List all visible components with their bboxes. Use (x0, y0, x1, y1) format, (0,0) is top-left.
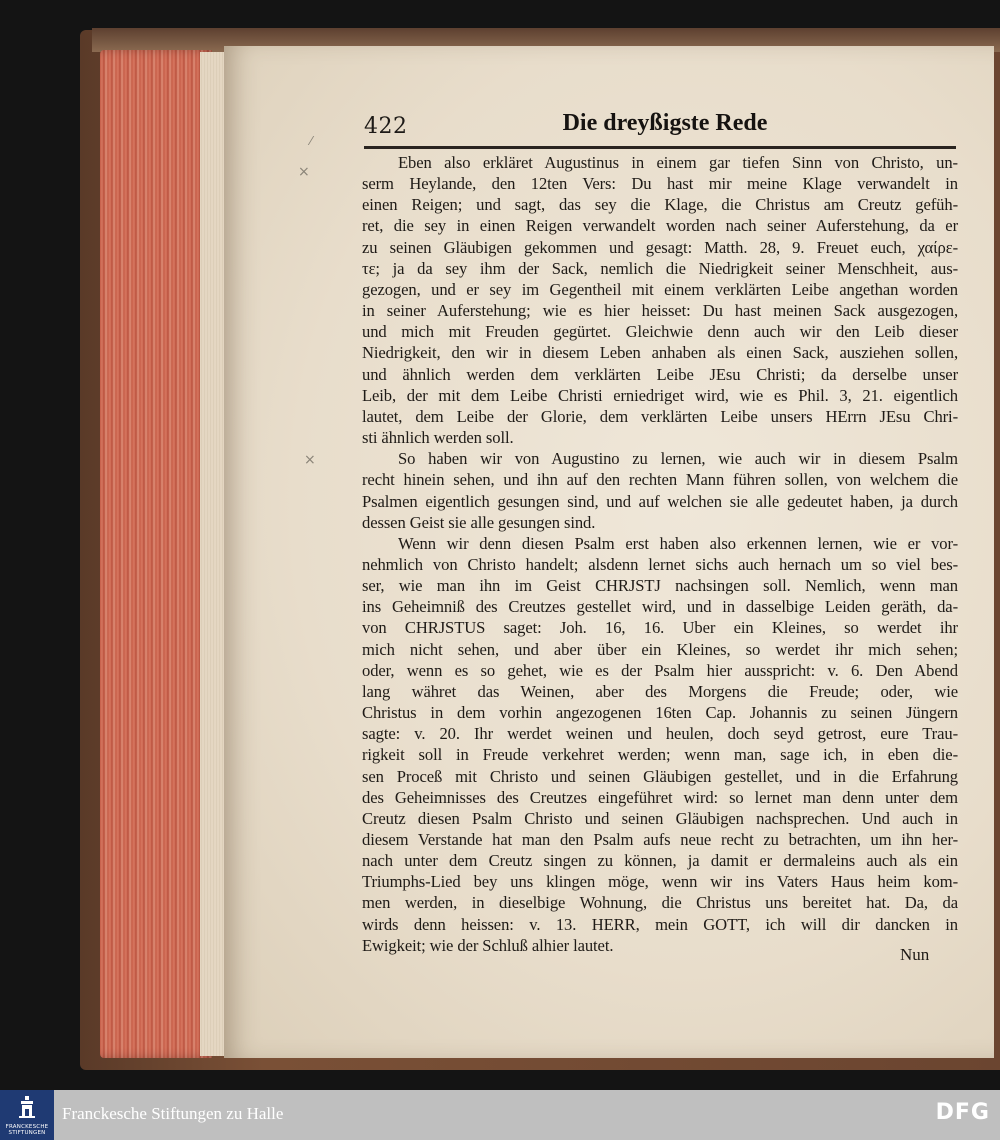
text-line: Triumphs-Lied bey uns klingen möge, wenn wir ins Vaters Haus heim kom- (362, 872, 958, 892)
text-line: und mich mit Freuden gegürtet. Gleichwie denn auch wir den Leib dieser (362, 322, 958, 342)
header-rule (364, 146, 956, 149)
text-line: lautet, dem Leibe der Glorie, dem verklärten Leibe unsers HErrn JEsu Chri- (362, 406, 958, 426)
pencil-mark-icon: ⁄ (310, 134, 313, 148)
catchword: Nun (900, 945, 930, 964)
text-line: nach unter dem Creutz singen zu können, ja damit er dermaleins auch als ein (362, 851, 958, 871)
pencil-mark-icon: × (304, 452, 316, 468)
text-line: Christus in dem vorhin angezogenen 16ten Cap. Johannis zu seinen Jüngern (362, 703, 958, 723)
text-line: Niedrigkeit, den wir in diesem Leben anhaben als einen Sack, ausziehen sollen, (362, 343, 958, 363)
text-line: ins Geheimniß des Creutzes gestellet wird, und in dasselbige Leiden geräth, da- (362, 597, 958, 617)
text-line: sen Proceß mit Christo und seinen Gläubigen gestellet, und in die Erfahrung (362, 766, 958, 786)
page-number: 422 (364, 114, 408, 139)
text-line: ret, die sey in einen Reigen verwandelt worden nach seiner Auferstehung, da er (362, 216, 958, 236)
text-line: und ähnlich werden dem verklärten Leibe JEsu Christi; da derselbe unser (362, 364, 958, 384)
text-line: zu seinen Gläubigen gekommen und gesagt: Matth. 28, 9. Freuet euch, χαίρε- (362, 237, 958, 257)
text-line: gezogen, und er sey im Gegentheil mit einem verklärten Leibe angethan worden (362, 279, 958, 299)
text-line: Creutz diesen Psalm Christo und seinen Gläubigen nachsprechen. Und auch in (362, 808, 958, 828)
body-text (362, 152, 958, 956)
text-line: So haben wir von Augustino zu lernen, wie auch wir in diesem Psalm (398, 449, 958, 469)
text-line: Ewigkeit; wie der Schluß alhier lautet. (362, 935, 614, 955)
running-head: Die dreyßigste Rede (562, 110, 768, 136)
text-line: wirds denn heissen: v. 13. HERR, mein GOTT, ich will dir dancken in (362, 914, 958, 934)
text-line: in seiner Auferstehung; wie es hier heisset: Du hast meinen Sack ausgezogen, (362, 301, 958, 321)
text-line: ser, wie man ihn im Geist CHRJSTJ nachsingen soll. Nemlich, wenn man (362, 576, 958, 596)
text-line: sagte: v. 20. Ihr werdet weinen und heulen, doch seyd getrost, eure Trau- (362, 724, 958, 744)
text-line: oder, wenn es so gehet, wie es der Psalm hier ausspricht: v. 6. Den Abend (362, 660, 958, 680)
text-line: τε; ja da sey ihm der Sack, nemlich die Niedrigkeit seiner Menschheit, aus- (362, 258, 958, 278)
dfg-logo[interactable]: DFG (935, 1100, 990, 1125)
text-line: einen Reigen; und sagt, das sey die Klage, die Christus am Creutz gefüh- (362, 195, 958, 215)
text-line: Wenn wir denn diesen Psalm erst haben also erkennen lernen, wie er vor- (398, 533, 958, 553)
footer-bar (0, 1090, 1000, 1140)
text-line: Eben also erkläret Augustinus in einem gar tiefen Sinn von Christo, un- (398, 153, 958, 172)
text-line: mich nicht sehen, und aber über ein Kleines, so werdet ihr mich sehen; (362, 639, 958, 659)
text-line: men werden, in dieselbige Wohnung, die Christus uns bereitet hat. Da, da (362, 893, 958, 913)
text-line: lang währet das Weinen, aber des Morgens die Freude; oder, wie (362, 681, 958, 701)
text-line: dessen Geist sie alle gesungen sind. (362, 512, 596, 532)
logo-text: FRANCKESCHE STIFTUNGEN (5, 1124, 49, 1136)
text-line: Leib, der mit dem Leibe Christi erniedriget wird, wie es Phil. 3, 21. eigentlich (362, 385, 958, 405)
page-edges-red (100, 50, 212, 1058)
text-line: Psalmen eigentlich gesungen sind, und auf welchen sie alle gedeutet haben, ja durch (362, 491, 958, 511)
text-line: des Geheimnisses des Creutzes eingeführet wird: so lernet man denn unter dem (362, 787, 958, 807)
franckesche-logo[interactable] (0, 1090, 54, 1140)
text-line: diesem Verstande hat man den Psalm aufs neue recht zu betrachten, um ihn her- (362, 830, 958, 849)
franckesche-logo-icon (18, 1096, 36, 1118)
text-line: serm Heylande, den 12ten Vers: Du hast mir meine Klage verwandelt in (362, 174, 958, 194)
text-line: recht hinein sehen, und ihn auf den rechten Mann führen sollen, von welchem die (362, 470, 958, 490)
institution-name: Franckesche Stiftungen zu Halle (62, 1104, 284, 1123)
text-line: von CHRJSTUS saget: Joh. 16, 16. Uber ein Kleines, so werdet ihr (362, 618, 958, 638)
text-line: rigkeit soll in Freude verkehret werden; wenn man, sage ich, in eben die- (362, 745, 958, 765)
text-line: nehmlich von Christo handelt; alsdenn lernet sichs auch hernach um so viel bes- (362, 554, 958, 574)
text-line: sti ähnlich werden soll. (362, 428, 514, 448)
pencil-mark-icon: × (298, 164, 310, 180)
